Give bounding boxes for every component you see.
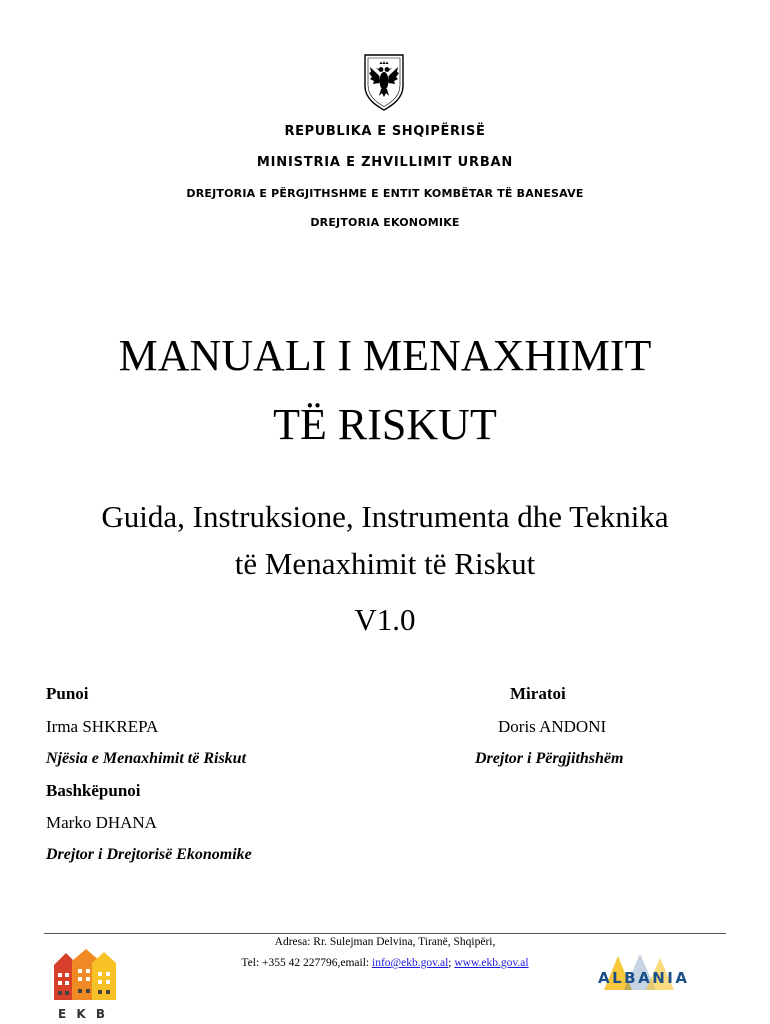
footer-website-link[interactable]: www.ekb.gov.al — [454, 957, 529, 969]
document-subtitle-line2: të Menaxhimit të Riskut — [234, 546, 536, 581]
approved-by-label: Miratoi — [510, 684, 566, 703]
collaborated-label: Bashkëpunoi — [46, 781, 141, 800]
prepared-by-role: Njësia e Menaxhimit të Riskut — [46, 750, 247, 767]
approved-by-name: Doris ANDONI — [498, 717, 607, 736]
document-title-line2: TË RISKUT — [273, 400, 497, 449]
footer-address: Adresa: Rr. Sulejman Delvina, Tiranë, Shqipëri, — [274, 936, 496, 948]
ministry-heading: MINISTRIA E ZHVILLIMIT URBAN — [256, 155, 514, 170]
footer-divider — [44, 933, 726, 934]
albania-logo-text: ALBANIA — [598, 969, 690, 987]
coat-of-arms-icon — [361, 52, 407, 112]
prepared-by-label: Punoi — [46, 684, 89, 703]
footer-tel: Tel: +355 42 227796,email: — [241, 957, 372, 969]
collaborated-name: Marko DHANA — [46, 813, 157, 832]
ekb-logo-text: E K B — [58, 1007, 108, 1021]
footer-email-link[interactable]: info@ekb.gov.al — [372, 957, 449, 969]
republic-heading: REPUBLIKA E SHQIPËRISË — [284, 124, 486, 139]
prepared-by-name: Irma SHKREPA — [46, 717, 159, 736]
directorate-heading: DREJTORIA EKONOMIKE — [310, 216, 460, 229]
collaborated-role: Drejtor i Drejtorisë Ekonomike — [46, 846, 252, 863]
approved-by-role: Drejtor i Përgjithshëm — [475, 750, 624, 767]
directorate-general-heading: DREJTORIA E PËRGJITHSHME E ENTIT KOMBËTAR TË BANESAVE — [186, 187, 584, 200]
document-subtitle-line1: Guida, Instruksione, Instrumenta dhe Teknika — [101, 499, 669, 534]
ekb-houses-logo-icon — [50, 945, 120, 1024]
document-version: V1.0 — [354, 602, 416, 637]
document-title-line1: MANUALI I MENAXHIMIT — [118, 331, 652, 380]
albania-logo-icon — [596, 952, 690, 996]
footer-separator: ; — [448, 957, 455, 969]
